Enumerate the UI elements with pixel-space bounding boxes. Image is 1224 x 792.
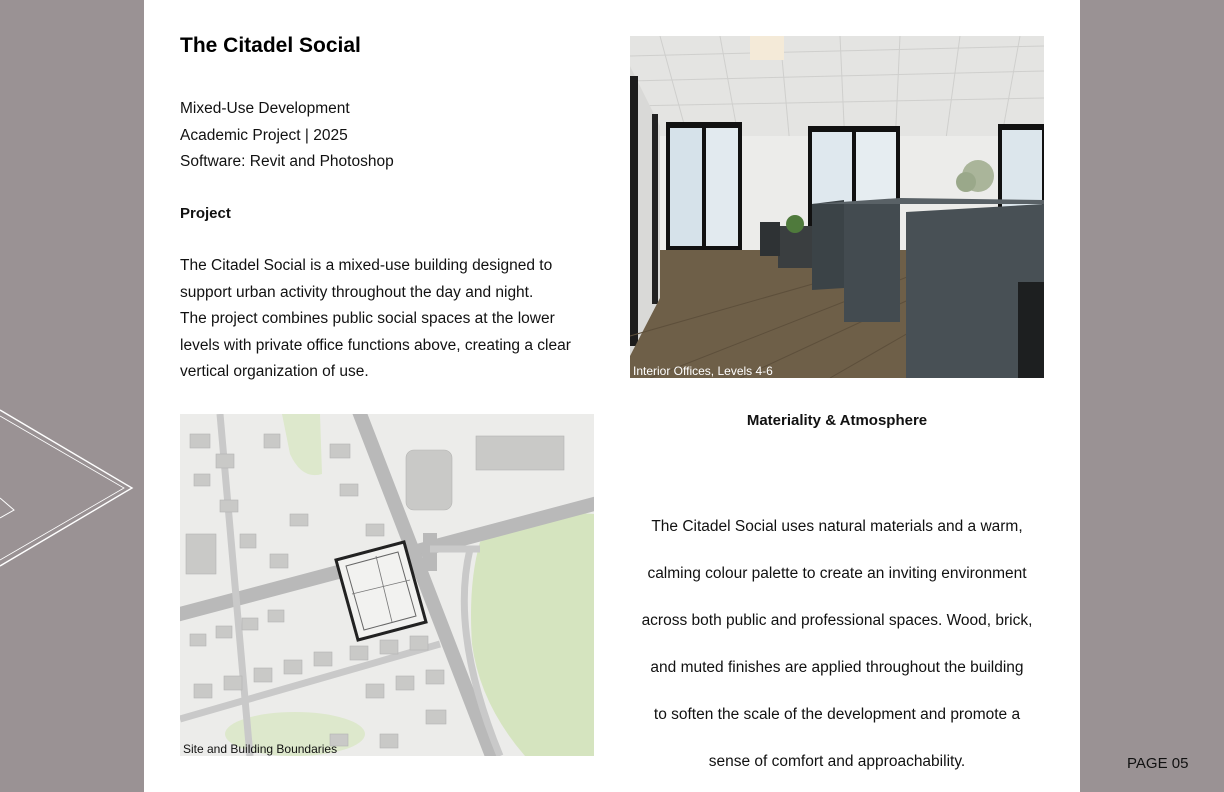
map-caption: Site and Building Boundaries bbox=[183, 742, 338, 756]
materiality-line: calming colour palette to create an inviting environment bbox=[647, 565, 1027, 582]
interior-caption: Interior Offices, Levels 4-6 bbox=[633, 364, 773, 378]
meta-type: Mixed-Use Development bbox=[180, 100, 350, 117]
materiality-line: across both public and professional spaces. Wood, brick, bbox=[641, 612, 1033, 629]
project-line: The project combines public social spaces at the lower bbox=[180, 310, 555, 327]
materiality-line: to soften the scale of the development and promote a bbox=[653, 706, 1021, 723]
page-number: PAGE 05 bbox=[1127, 755, 1189, 772]
project-line: vertical organization of use. bbox=[180, 363, 369, 380]
project-description bbox=[180, 253, 610, 386]
project-line: support urban activity throughout the day and night. bbox=[180, 283, 534, 301]
materiality-line: The Citadel Social uses natural materials and a warm, bbox=[651, 518, 1023, 535]
page-title: The Citadel Social bbox=[180, 34, 361, 57]
project-line: The Citadel Social is a mixed-use building designed to bbox=[180, 257, 553, 274]
interior-office-render bbox=[630, 36, 1044, 378]
project-line: levels with private office functions above, creating a clear bbox=[180, 336, 571, 354]
site-map bbox=[180, 414, 594, 756]
materiality-heading: Materiality & Atmosphere bbox=[746, 412, 928, 429]
materiality-line: sense of comfort and approachability. bbox=[708, 753, 966, 770]
materiality-line: and muted finishes are applied throughout the building bbox=[650, 659, 1024, 676]
project-meta bbox=[180, 96, 394, 176]
meta-software: Software: Revit and Photoshop bbox=[180, 153, 394, 170]
portfolio-page bbox=[144, 0, 1080, 792]
meta-academic: Academic Project | 2025 bbox=[180, 126, 348, 144]
materiality-description bbox=[630, 503, 1044, 785]
project-heading: Project bbox=[180, 205, 231, 222]
background-line-drawing bbox=[0, 380, 150, 600]
